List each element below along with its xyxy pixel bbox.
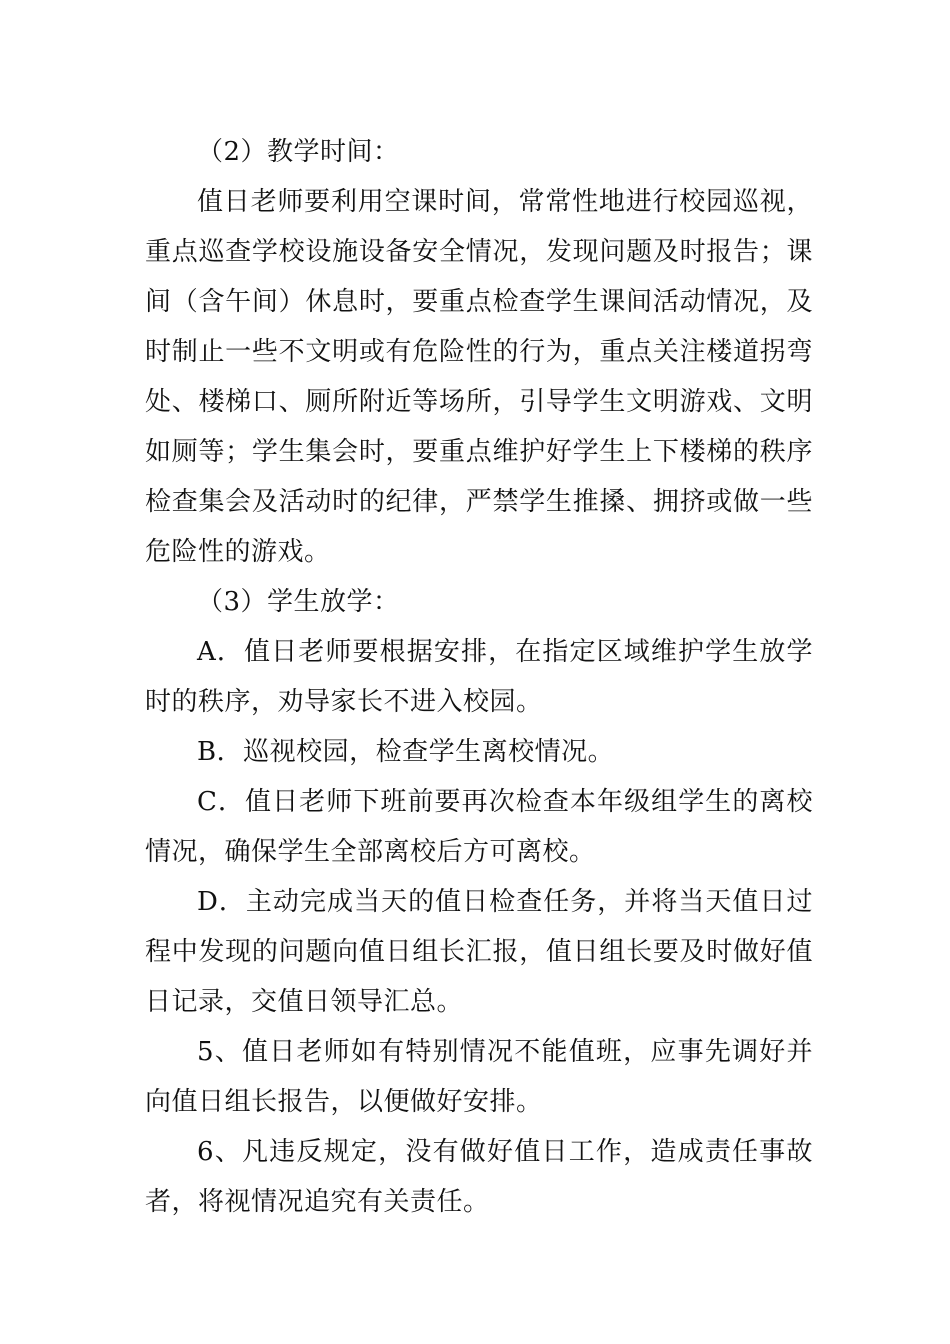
section-heading-dismissal: （3）学生放学： [197, 587, 400, 617]
paragraph-item-b: B．巡视校园，检查学生离校情况。 [197, 737, 615, 767]
paragraph-rule-6: 6、凡违反规定，没有做好值日工作，造成责任事故者，将视情况追究有关责任。 [145, 1137, 813, 1217]
paragraph-rule-5: 5、值日老师如有特别情况不能值班，应事先调好并向值日组长报告，以便做好安排。 [145, 1037, 813, 1117]
section-heading-teaching-time: （2）教学时间： [197, 137, 400, 167]
paragraph-item-a: A．值日老师要根据安排，在指定区域维护学生放学时的秩序，劝导家长不进入校园。 [145, 637, 813, 717]
document-body [145, 127, 813, 1227]
paragraph-teaching-time-duties: 值日老师要利用空课时间，常常性地进行校园巡视，重点巡查学校设施设备安全情况，发现问题及时报告；课间（含午间）休息时，要重点检查学生课间活动情况，及时制止一些不文明或有危险性的行为，重点关注楼道拐弯处、楼梯口、厕所附近等场所，引导学生文明游戏、文明如厕等；学生集会时，要重点维护好学生上下楼梯的秩序检查集会及活动时的纪律，严禁学生推搡、拥挤或做一些危险性的游戏。 [145, 187, 813, 567]
paragraph-item-c: C．值日老师下班前要再次检查本年级组学生的离校情况，确保学生全部离校后方可离校。 [145, 787, 813, 867]
paragraph-item-d: D．主动完成当天的值日检查任务，并将当天值日过程中发现的问题向值日组长汇报，值日组长要及时做好值日记录，交值日领导汇总。 [145, 887, 813, 1017]
